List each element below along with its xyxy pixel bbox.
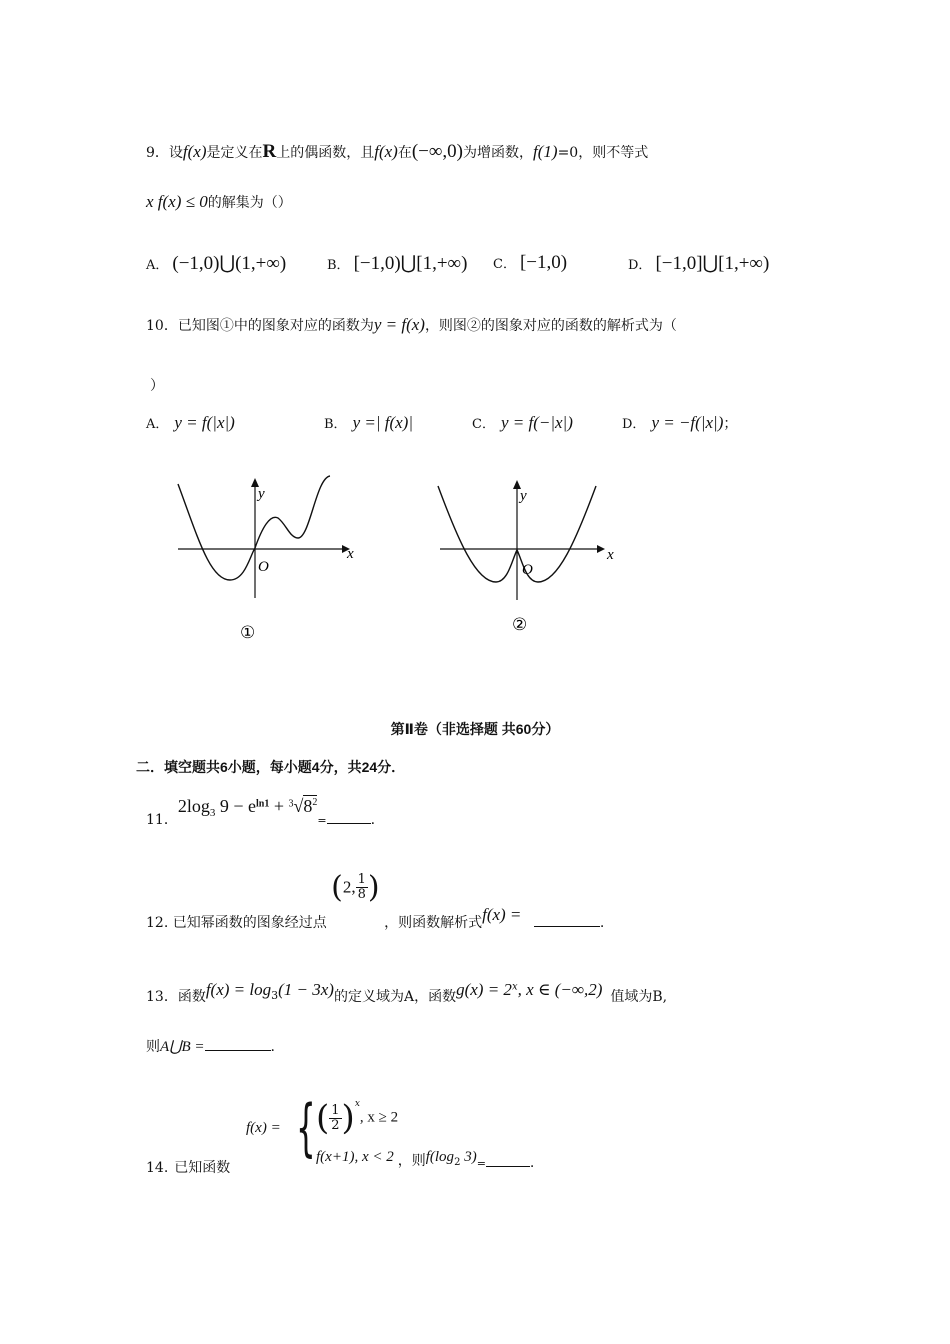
q11-equals: =: [317, 814, 327, 827]
q14-case2: f(x+1), x < 2: [316, 1149, 394, 1165]
q9-fx2: f(x): [374, 142, 398, 161]
graph-1-curve: [178, 476, 330, 580]
q12-point-den: 8: [357, 887, 366, 902]
q9-real-set: R: [262, 141, 277, 162]
q10-option-c-letter: C．: [472, 417, 495, 432]
q11-radicand-base: 8: [303, 796, 313, 816]
q14-equals: =: [476, 1157, 486, 1170]
q10-option-a-letter: A．: [146, 417, 169, 432]
q9-options: [146, 252, 286, 275]
q10-option-d: y = −f(|x|): [651, 413, 724, 432]
q10-option-d-wrap: [622, 413, 737, 433]
graph-2-x-arrow-icon: [597, 545, 605, 553]
q10-tail: ；: [723, 416, 738, 432]
q14-ask-a: f(log: [425, 1149, 455, 1165]
graph-1-x-label: x: [347, 546, 354, 562]
q11-radicand: [303, 795, 317, 816]
q11-log-base: 3: [209, 806, 216, 819]
q14-text: 已知函数: [174, 1160, 231, 1176]
q10-option-b-wrap: [324, 413, 413, 433]
q11-radicand-exp: 2: [312, 797, 318, 808]
q10-option-a-wrap: [146, 413, 235, 433]
q9-number: 9．: [146, 145, 169, 161]
q10-option-c-wrap: [472, 413, 573, 433]
q12-point-a: 2,: [342, 877, 356, 897]
q14-text: ，则: [397, 1153, 426, 1169]
q13-number: 13．: [146, 989, 178, 1005]
q13-text: 值域为B,: [610, 989, 668, 1005]
q9-f1: f(1): [533, 142, 558, 161]
q9-text: 为增函数，: [463, 145, 534, 161]
q13-text: 则: [146, 1039, 160, 1055]
q10-text: ）: [150, 378, 164, 394]
q9-option-b-letter: B．: [327, 258, 350, 273]
q11-expr-a: 2log: [177, 796, 210, 816]
q13-line2: [146, 1036, 275, 1056]
q14-fx-wrap: [246, 1120, 281, 1137]
q10-option-a: y = f(|x|): [174, 413, 235, 432]
q10-option-d-letter: D．: [622, 417, 646, 432]
graph-2-caption: ②: [512, 615, 528, 634]
q13-log-base: 3: [271, 988, 279, 1002]
q9-text: 上的偶函数，且: [276, 145, 375, 161]
q9-inequality: x f(x) ≤ 0: [146, 192, 208, 211]
q9-line2: [146, 192, 292, 212]
graph-2-origin-label: O: [522, 562, 533, 578]
q12-end: .: [599, 914, 605, 931]
q9-interval: (−∞,0): [411, 141, 464, 162]
q11-expr-c: +: [269, 796, 289, 816]
q13-answer-blank: [205, 1049, 271, 1051]
q12-answer-blank: [534, 925, 600, 927]
graph-1-origin-label: O: [258, 559, 269, 575]
q14-answer-blank: [486, 1165, 530, 1167]
q11-answer-blank: [327, 822, 371, 824]
q11-radical-icon: √: [293, 796, 304, 816]
q14-case1-cond: , x ≥ 2: [359, 1109, 399, 1126]
graph-2-x-label: x: [607, 547, 614, 563]
q13-g-expr-a: g(x) = 2: [456, 980, 512, 999]
q12-number: 12.: [146, 914, 169, 931]
q13-g-expr-b: , x ∈ (−∞,2): [517, 980, 603, 999]
q12-fx: f(x) =: [482, 904, 522, 924]
q12-point-num: 1: [357, 872, 366, 887]
q11-number: 11．: [146, 812, 178, 828]
q9-line1: [146, 141, 648, 163]
q9-option-a-letter: A．: [146, 258, 169, 273]
q9-option-d-letter: D．: [628, 258, 652, 273]
q13-f-expr-b: (1 − 3x): [278, 980, 334, 999]
q12-right-paren-icon: ): [367, 870, 380, 905]
q12-line: [146, 872, 604, 932]
q9-option-c-wrap: [493, 252, 567, 274]
q11-end: .: [370, 812, 376, 828]
q13-text: 的定义域为A，函数: [333, 989, 457, 1005]
q9-option-c-letter: C．: [493, 257, 516, 272]
q9-text: =0，则不等式: [557, 145, 649, 161]
q14-number-wrap: [146, 1157, 230, 1177]
q11-exponent: ln1: [255, 798, 270, 810]
q11-line: [146, 796, 376, 828]
q10-option-b: y =| f(x)|: [352, 413, 414, 432]
q9-fx: f(x): [182, 142, 207, 161]
q10-line2: [150, 375, 164, 395]
q14-case1-num: 1: [331, 1102, 340, 1118]
q14-ask-base: 2: [454, 1156, 461, 1168]
q12-point-fraction: [356, 873, 368, 902]
q14-case1-left-paren-icon: (: [316, 1098, 330, 1138]
q14-ask-b: 3): [460, 1149, 477, 1165]
section-heading: 二．填空题共6小题，每小题4分，共24分．: [136, 759, 406, 775]
q14-case1-right-paren-icon: ): [341, 1098, 355, 1138]
q11-expr-b: 9 − e: [215, 796, 256, 816]
q12-text: ，则函数解析式: [384, 914, 483, 931]
q9-text: 是定义在: [206, 145, 263, 161]
q14-case2-wrap: [316, 1146, 535, 1171]
q14-case1-den: 2: [331, 1117, 340, 1133]
q10-yfx: y = f(x): [373, 315, 425, 334]
graph-1-y-label: y: [258, 486, 265, 502]
q13-g-exponent: x: [511, 981, 518, 993]
q13-text: 函数: [177, 989, 206, 1005]
q14-case1: [316, 1098, 398, 1138]
q9-text: 的解集为（）: [207, 195, 292, 211]
q13-union: A⋃B =: [160, 1039, 205, 1055]
q14-brace-icon: {: [296, 1091, 316, 1164]
q14-case1-fraction: [329, 1104, 341, 1133]
q12-text: 已知幂函数的图象经过点: [172, 914, 327, 931]
graph-1-caption: ①: [240, 623, 256, 642]
section-title: 第Ⅱ卷（非选择题 共60分）: [390, 721, 560, 737]
q14-end: .: [529, 1155, 535, 1171]
q14-fx: f(x) =: [246, 1120, 281, 1136]
q10-text: ，则图②的图象对应的函数的解析式为（: [424, 318, 677, 334]
q13-f-expr-a: f(x) = log: [205, 980, 272, 999]
q10-number: 10．: [146, 318, 178, 334]
q9-option-d: [−1,0]⋃[1,+∞): [655, 253, 770, 274]
q9-option-b: [−1,0)⋃[1,+∞): [353, 253, 468, 274]
q13-line1: [146, 980, 668, 1005]
graph-1: [170, 468, 370, 648]
q12-left-paren-icon: (: [331, 870, 343, 905]
q10-option-b-letter: B．: [324, 417, 347, 432]
graph-2-y-label: y: [520, 488, 527, 504]
q9-text: 设: [168, 145, 183, 161]
q9-option-c: [−1,0): [519, 252, 568, 273]
q9-option-a: (−1,0)⋃(1,+∞): [172, 253, 287, 274]
q9-option-d-wrap: [628, 252, 769, 275]
q10-option-c: y = f(−|x|): [500, 413, 573, 432]
graph-2: [432, 470, 632, 640]
q10-text: 已知图①中的图象对应的函数为: [177, 318, 374, 334]
q14-case1-exponent: x: [354, 1099, 360, 1110]
q9-text: 在: [397, 145, 412, 161]
q10-line1: [146, 315, 677, 335]
q14-number: 14.: [146, 1160, 169, 1176]
q9-option-b-wrap: [327, 252, 467, 275]
q13-end: .: [270, 1039, 275, 1055]
q11-root-index: 3: [288, 798, 294, 810]
q12-point: [331, 870, 379, 905]
